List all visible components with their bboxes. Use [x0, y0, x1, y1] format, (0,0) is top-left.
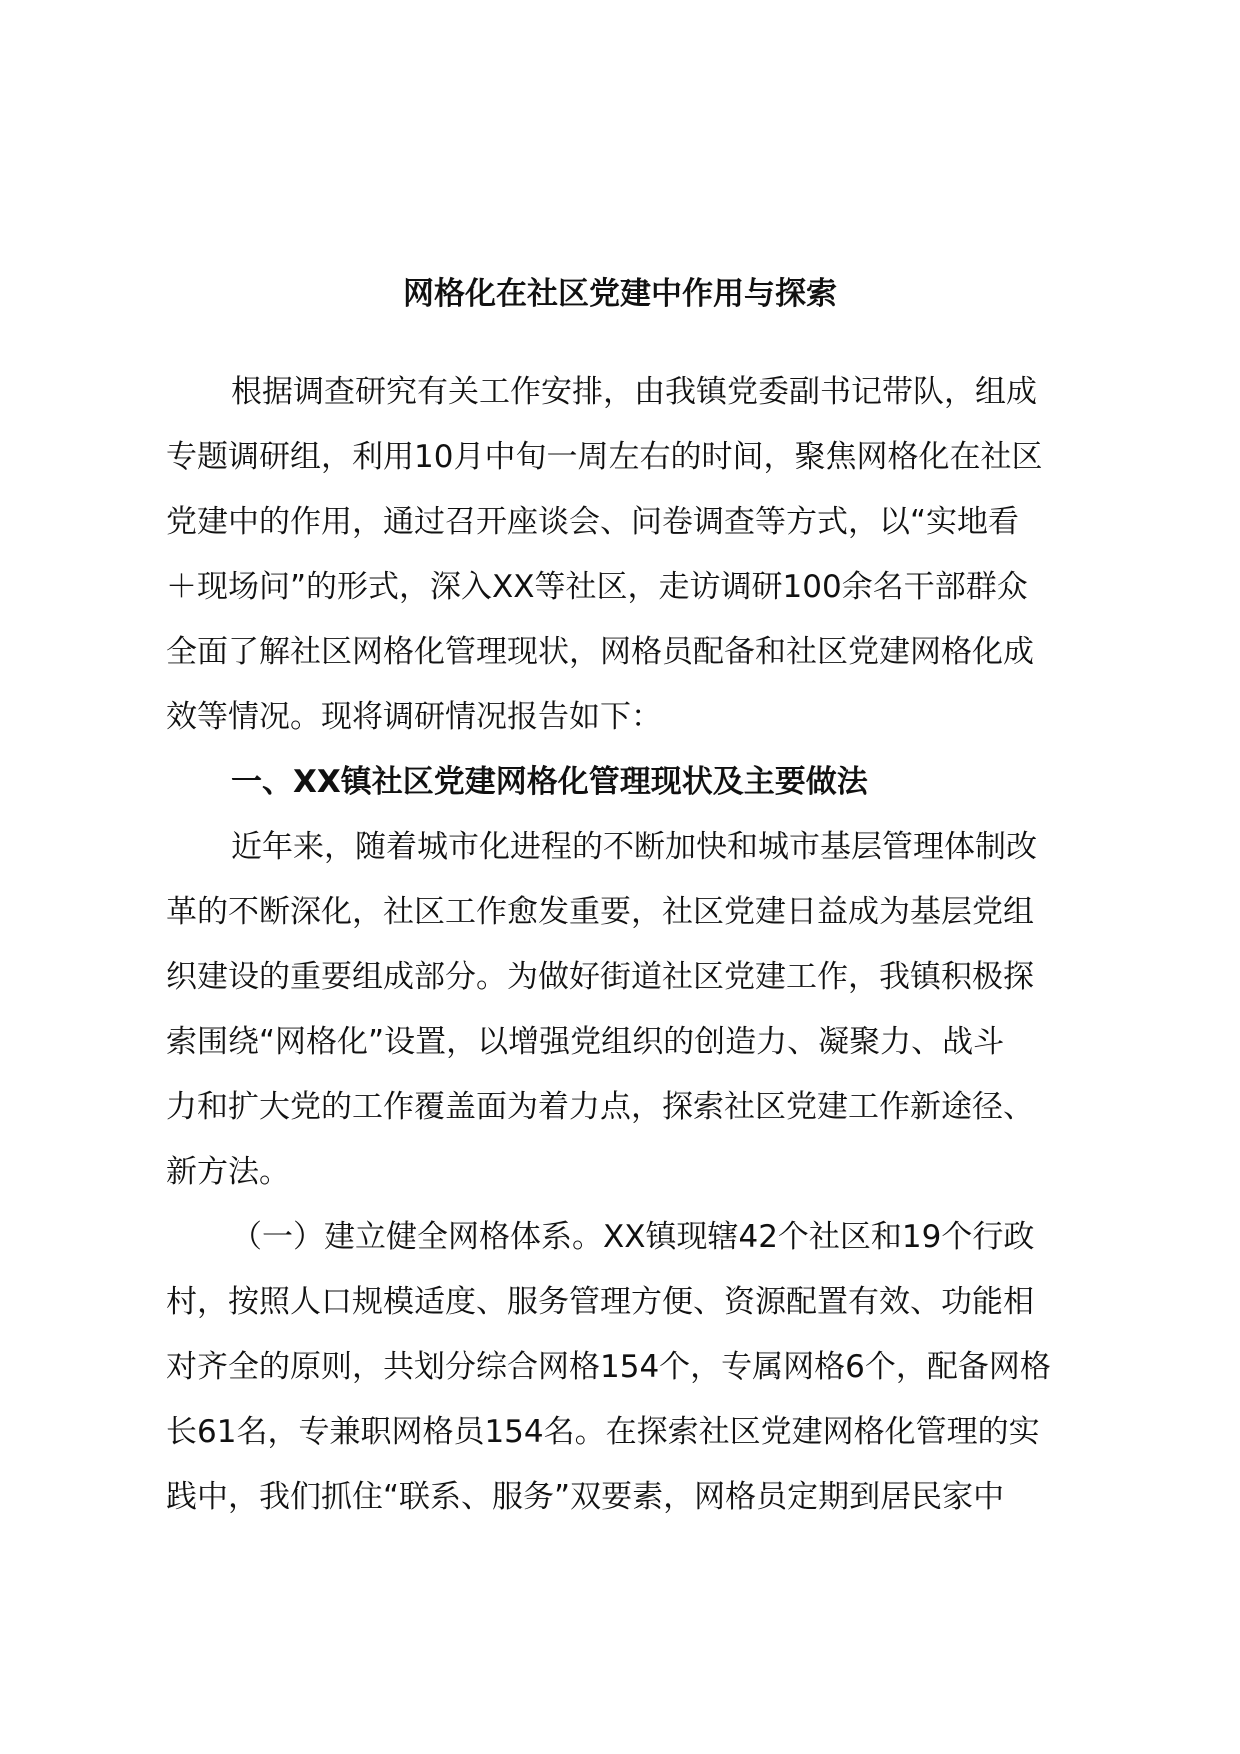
- paragraph-line: 力和扩大党的工作覆盖面为着力点，探索社区党建工作新途径、: [166, 1089, 1034, 1125]
- paragraph-line: 近年来，随着城市化进程的不断加快和城市基层管理体制改: [231, 829, 1037, 865]
- paragraph-line: 专题调研组，利用10月中旬一周左右的时间，聚焦网格化在社区: [166, 439, 1043, 475]
- document-title: 网格化在社区党建中作用与探索: [403, 276, 837, 312]
- paragraph-line: 长61名，专兼职网格员154名。在探索社区党建网格化管理的实: [166, 1414, 1040, 1450]
- paragraph-line: 全面了解社区网格化管理现状，网格员配备和社区党建网格化成: [166, 634, 1034, 670]
- paragraph-line: ＋现场问”的形式，深入XX等社区，走访调研100余名干部群众: [166, 569, 1028, 605]
- paragraph-line: 践中，我们抓住“联系、服务”双要素，网格员定期到居民家中: [166, 1479, 1005, 1515]
- paragraph-line: 索围绕“网格化”设置，以增强党组织的创造力、凝聚力、战斗: [166, 1024, 1005, 1060]
- paragraph-line: 对齐全的原则，共划分综合网格154个，专属网格6个，配备网格: [166, 1349, 1051, 1385]
- paragraph-line: 新方法。: [166, 1154, 290, 1190]
- paragraph-line: 革的不断深化，社区工作愈发重要，社区党建日益成为基层党组: [166, 894, 1034, 930]
- paragraph-line: （一）建立健全网格体系。XX镇现辖42个社区和19个行政: [231, 1219, 1035, 1255]
- paragraph-line: 村，按照人口规模适度、服务管理方便、资源配置有效、功能相: [166, 1284, 1034, 1320]
- paragraph-line: 根据调查研究有关工作安排，由我镇党委副书记带队，组成: [231, 374, 1037, 410]
- section-heading: 一、XX镇社区党建网格化管理现状及主要做法: [231, 764, 868, 800]
- paragraph-line: 党建中的作用，通过召开座谈会、问卷调查等方式，以“实地看: [166, 504, 1020, 540]
- paragraph-line: 织建设的重要组成部分。为做好街道社区党建工作，我镇积极探: [166, 959, 1034, 995]
- paragraph-line: 效等情况。现将调研情况报告如下：: [166, 699, 662, 735]
